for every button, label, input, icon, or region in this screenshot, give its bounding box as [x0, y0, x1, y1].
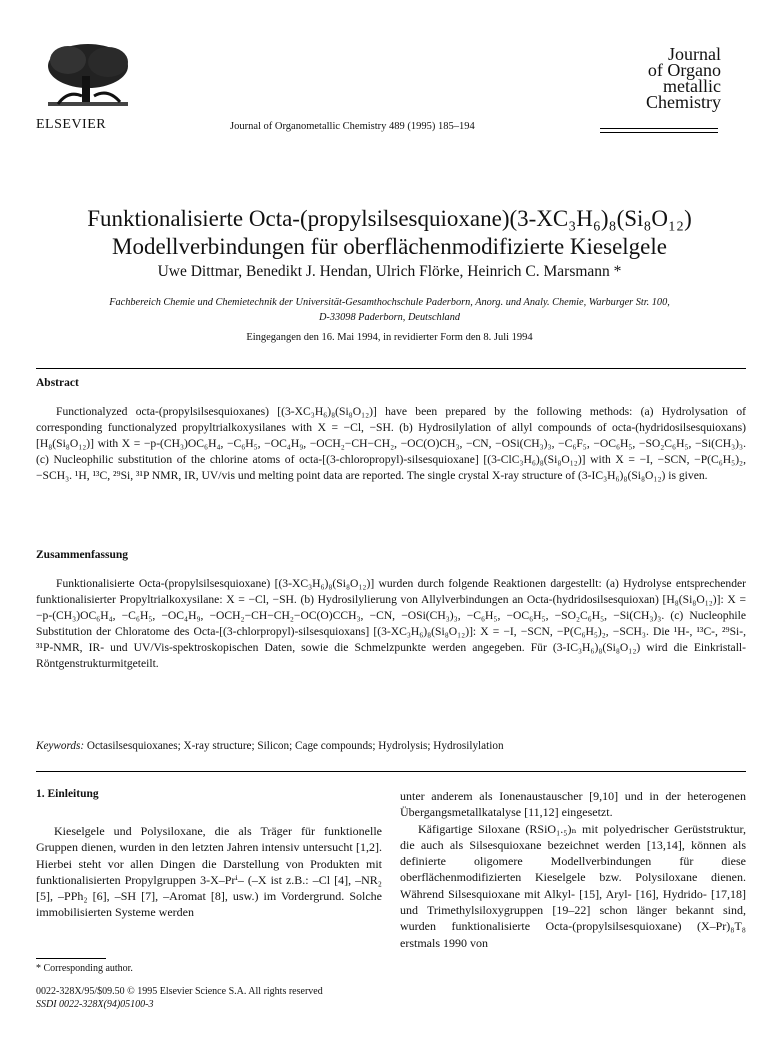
- keywords-text: Octasilsesquioxanes; X-ray structure; Silicon; Cage compounds; Hydrolysis; Hydrosilylation: [86, 740, 504, 752]
- copyright: [36, 985, 323, 1011]
- journal-logo-line: Journal: [668, 44, 721, 64]
- received-date: Eingegangen den 16. Mai 1994, in revidierter Form den 8. Juli 1994: [246, 332, 533, 343]
- journal-logo-line: of Organo: [647, 60, 721, 80]
- copyright-line-1: 0022-328X/95/$09.50 © 1995 Elsevier Science S.A. All rights reserved: [36, 986, 323, 997]
- keywords-label: Keywords:: [36, 740, 85, 752]
- journal-logo-line: metallic: [663, 76, 721, 96]
- section-1-right-p1: unter anderem als Ionenaustauscher [9,10] und in der heterogenen Übergangsmetallkatalyse [11,12] eingesetzt.: [400, 789, 746, 820]
- copyright-line-2: SSDI 0022-328X(94)05100-3: [36, 999, 154, 1010]
- abstract-heading: Abstract: [36, 377, 79, 389]
- elsevier-tree-logo: [38, 40, 138, 112]
- affiliation-line-1: Fachbereich Chemie und Chemietechnik der Universität-Gesamthochschule Paderborn, Anorg. und Analy. Chemie, Warburger Str. 100,: [109, 297, 670, 308]
- section-1-right-p2: Käfigartige Siloxane (RSiO₁.₅)ₙ mit polyedrischer Gerüststruktur, die auch als Silsesquioxane bezeichnet werden [13,14], können als definierte oligomere Modellverbindungen für diese oberflächenmodifizierten Kieselgele bzw. Polysiloxane dienen. Während Silsesquioxane mit Alkyl- [15], Aryl- [16], Hydrido- [17,18] und Trimethylsiloxygruppen [19–22] schon länger bekannt sind, wurden funktionalisierte Octa-(propylsilsesquioxane) (X–Pr)₈T₈ erstmals 1990 von: [400, 821, 746, 950]
- section-1-heading: 1. Einleitung: [36, 788, 99, 800]
- footnote: * Corresponding author.: [36, 963, 133, 974]
- authors: Uwe Dittmar, Benedikt J. Hendan, Ulrich Flörke, Heinrich C. Marsmann *: [157, 263, 622, 280]
- divider: [36, 771, 746, 772]
- affiliation-line-2: D-33098 Paderborn, Deutschland: [319, 312, 460, 323]
- zusammenfassung-text: Funktionalisierte Octa-(propylsilsesquioxane) [(3-XC₃H₆)₈(Si₈O₁₂)] wurden durch folgende Reaktionen dargestellt: (a) Hydrolyse entsprechender funktionalisierter Propyltrialkoxysilane: X = −Cl, −SH. (b) Hydrosilylierung von Allylverbindungen an Octa-(hydridosilsesquioxan) [H₈(Si₈O₁₂)]: X = −p-(CH₃)OC₆H₄, −C₆H₅, −OC₄H₉, −OCH₂−CH−CH₂−OC(O)CCH₃, −CN, −OSi(CH₃)₃, −C₆H₅, −OC₆H₅, −SO₂C₆H₅, −Si(CH₃)₃. (c) Nucleophile Substitution der Chloratome des Octa-[(3-chlorpropyl)-silsesquioxans] [(3-XC₃H₆)₈(Si₈O₁₂)]: X = −I, −SCN, −P(C₆H₅)₂, −SCH₃. Die ¹H-, ¹³C-, ²⁹Si-, ³¹P-NMR, IR- und UV/Vis-spektroskopischen Daten, sowie die Schmelzpunkte werden angegeben. Für (3-IC₃H₆)₈(Si₈O₁₂) wird die Einkristall-Röntgenstrukturmitgeteilt.: [36, 577, 746, 670]
- journal-logo: [646, 46, 721, 110]
- section-1-left-text: Kieselgele und Polysiloxane, die als Träger für funktionelle Gruppen dienen, wurden in den letzten Jahren intensiv untersucht [1,2]. Hierbei steht vor allen Dingen die Darstellung von Produkten mit funktionalisierten Propylgruppen 3-X–Prⁱ– (–X ist z.B.: –Cl [4], –NR₂ [5], –PPh₂ [6], –SH [7], –Aromat [8], usw.) im Vordergrund. Solche immobilisierten Systeme werden: [36, 824, 382, 920]
- title-line-2: Modellverbindungen für oberflächenmodifizierte Kieselgele: [112, 234, 667, 259]
- right-column: [400, 788, 746, 951]
- paper-title: [0, 205, 779, 261]
- keywords: [36, 740, 746, 752]
- zusammenfassung-body: [36, 576, 746, 672]
- footnote-rule: [36, 958, 106, 959]
- publisher-name: ELSEVIER: [36, 117, 107, 132]
- title-line-1: Funktionalisierte Octa-(propylsilsesquioxane)(3-XC₃H₆)₈(Si₈O₁₂): [87, 206, 692, 231]
- left-column: [36, 823, 382, 921]
- affiliation: [60, 295, 719, 325]
- divider: [36, 368, 746, 369]
- journal-logo-line: Chemistry: [646, 92, 721, 112]
- abstract-body: [36, 404, 746, 484]
- journal-citation: Journal of Organometallic Chemistry 489 (1995) 185–194: [230, 121, 475, 132]
- header-rule: [600, 128, 718, 133]
- zusammenfassung-heading: Zusammenfassung: [36, 549, 129, 561]
- abstract-text: Functionalyzed octa-(propylsilsesquioxanes) [(3-XC₃H₆)₈(Si₈O₁₂)] have been prepared by the following methods: (a) Hydrolysation of corresponding functionalyzed propyltrialkoxysilanes with X = −Cl, −SH. (b) Hydrosilylation of allyl compounds of octa-(hydridosilsesquioxans) [H₈(Si₈O₁₂)] with X = −p-(CH₃)OC₆H₄, −C₆H₅, −OC₄H₉, −OCH₂−CH−CH₂, −OC(O)CH₃, −CN, −OSi(CH₃)₃, −C₆F₅, −OC₆H₅, −SO₂C₆H₅, −Si(CH₃)₃. (c) Nucleophilic substitution of the chlorine atoms of octa-[(3-chloropropyl)-silsesquioxane] [(3-ClC₃H₆)₈(Si₈O₁₂)] with X = −I, −SCN, −P(C₆H₅)₂, −SCH₃. ¹H, ¹³C, ²⁹Si, ³¹P NMR, IR, UV/vis und melting point data are reported. The single crystal X-ray structure of (3-IC₃H₆)₈(Si₈O₁₂) is given.: [36, 405, 746, 482]
